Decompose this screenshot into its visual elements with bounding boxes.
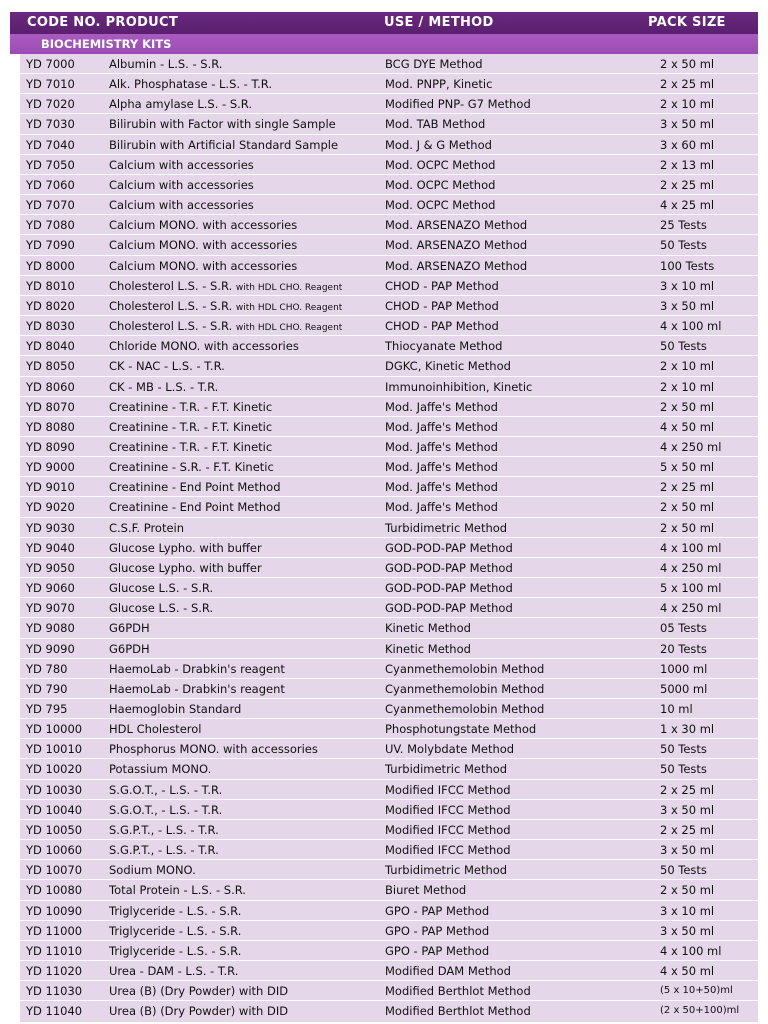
table-row: [20, 780, 758, 800]
pack-size: 20 Tests: [660, 641, 707, 656]
table-row: [20, 397, 758, 417]
table-row: [20, 497, 758, 517]
product-code: YD 7060: [26, 177, 75, 192]
pack-size: 5000 ml: [660, 681, 708, 696]
method: Modified PNP- G7 Method: [385, 97, 531, 112]
pack-size: 4 x 50 ml: [660, 419, 715, 434]
product-name: Creatinine - S.R. - F.T. Kinetic: [109, 460, 274, 475]
section-title: BIOCHEMISTRY KITS: [41, 37, 172, 51]
pack-size: 4 x 100 ml: [660, 943, 722, 958]
method: BCG DYE Method: [385, 57, 483, 71]
product-name: Albumin - L.S. - S.R.: [109, 57, 223, 71]
product-name-cell: [109, 158, 389, 172]
method: Biuret Method: [385, 883, 467, 898]
product-code: YD 8090: [26, 439, 75, 454]
product-code: YD 8030: [26, 319, 75, 334]
table-row: [20, 659, 758, 679]
table-row: [20, 941, 758, 961]
product-name-cell: [109, 924, 389, 938]
product-name-cell: [109, 662, 389, 676]
product-code: YD 11000: [26, 923, 83, 938]
header-code-product: CODE NO. PRODUCT: [27, 15, 179, 30]
product-code: YD 7040: [26, 137, 75, 152]
method: Mod. Jaffe's Method: [385, 480, 498, 495]
product-code: YD 9030: [26, 520, 75, 535]
method: Kinetic Method: [385, 641, 471, 656]
product-code: YD 10010: [26, 742, 83, 757]
product-name-cell: [109, 863, 389, 877]
product-code: YD 9050: [26, 560, 75, 575]
table-row: [20, 155, 758, 175]
pack-size: 2 x 10 ml: [660, 359, 715, 374]
table-header: [10, 12, 758, 34]
product-code: YD 10090: [26, 903, 83, 918]
pack-size: 10 ml: [660, 702, 693, 716]
method: GOD-POD-PAP Method: [385, 581, 513, 596]
method: CHOD - PAP Method: [385, 278, 499, 293]
pack-size: (5 x 10+50)ml: [660, 985, 733, 997]
product-code: YD 7050: [26, 157, 75, 172]
product-name-cell: [109, 762, 389, 776]
product-code: YD 7000: [26, 57, 75, 71]
product-name: Glucose Lypho. with buffer: [109, 560, 262, 575]
product-name-cell: [109, 480, 389, 494]
table-row: [20, 54, 758, 74]
product-code: YD 7080: [26, 218, 75, 233]
product-code: YD 8020: [26, 298, 75, 313]
product-name: CK - NAC - L.S. - T.R.: [109, 359, 225, 374]
pack-size: 4 x 250 ml: [660, 439, 722, 454]
pack-size: 3 x 10 ml: [660, 903, 715, 918]
table-row: [20, 578, 758, 598]
product-name: C.S.F. Protein: [109, 520, 185, 535]
table-row: [20, 558, 758, 578]
table-row: [20, 759, 758, 779]
method: Mod. J & G Method: [385, 137, 492, 152]
product-code: YD 7070: [26, 198, 75, 213]
product-name-cell: [109, 339, 389, 353]
method: Turbidimetric Method: [385, 520, 508, 535]
method: Kinetic Method: [385, 621, 471, 636]
table-row: [20, 739, 758, 759]
method: Mod. Jaffe's Method: [385, 439, 498, 454]
pack-size: 2 x 10 ml: [660, 379, 715, 394]
pack-size: (2 x 50+100)ml: [660, 1005, 740, 1017]
product-name-cell: [109, 440, 389, 454]
product-code: YD 795: [26, 702, 68, 716]
table-row: [20, 94, 758, 114]
product-name-cell: [109, 621, 389, 635]
method: GOD-POD-PAP Method: [385, 601, 513, 616]
product-name: Alk. Phosphatase - L.S. - T.R.: [109, 77, 273, 92]
product-name: Calcium with accessories: [109, 198, 254, 213]
pack-size: 100 Tests: [660, 258, 715, 273]
method: Mod. ARSENAZO Method: [385, 218, 528, 233]
product-name: Cholesterol L.S. - S.R.: [109, 278, 233, 293]
pack-size: 3 x 50 ml: [660, 843, 715, 858]
product-code: YD 8070: [26, 399, 75, 414]
product-name-cell: [109, 259, 389, 273]
product-name-cell: [109, 138, 389, 152]
table-row: [20, 135, 758, 155]
table-row: [20, 195, 758, 215]
pack-size: 50 Tests: [660, 762, 707, 777]
product-name: S.G.P.T., - L.S. - T.R.: [109, 843, 219, 858]
product-name: Creatinine - T.R. - F.T. Kinetic: [109, 399, 273, 414]
pack-size: 2 x 25 ml: [660, 480, 715, 495]
method: Mod. OCPC Method: [385, 198, 496, 213]
table-row: [20, 336, 758, 356]
product-name-cell: [109, 823, 389, 837]
table-row: [20, 820, 758, 840]
product-name: Creatinine - T.R. - F.T. Kinetic: [109, 419, 273, 434]
pack-size: 4 x 250 ml: [660, 560, 722, 575]
product-name: Calcium MONO. with accessories: [109, 238, 298, 253]
product-name-cell: [109, 783, 389, 797]
product-code: YD 9010: [26, 480, 75, 495]
method: Modified IFCC Method: [385, 802, 511, 817]
product-name: Creatinine - End Point Method: [109, 500, 281, 515]
product-name-cell: [109, 702, 389, 716]
product-code: YD 11010: [26, 943, 83, 958]
method: GPO - PAP Method: [385, 923, 490, 938]
method: Turbidimetric Method: [385, 863, 508, 878]
method: Turbidimetric Method: [385, 762, 508, 777]
table-row: [20, 316, 758, 336]
pack-size: 50 Tests: [660, 238, 707, 253]
product-name: HaemoLab - Drabkin's reagent: [109, 661, 285, 676]
table-row: [20, 477, 758, 497]
method: Mod. Jaffe's Method: [385, 419, 498, 434]
product-code: YD 11020: [26, 964, 83, 979]
method: GPO - PAP Method: [385, 943, 490, 958]
product-code: YD 7030: [26, 117, 75, 132]
product-name: S.G.O.T., - L.S. - T.R.: [109, 782, 223, 797]
table-row: [20, 356, 758, 376]
product-code: YD 8010: [26, 278, 75, 293]
product-code: YD 9060: [26, 581, 75, 596]
product-name-cell: [109, 460, 389, 474]
method: Cyanmethemolobin Method: [385, 702, 545, 716]
product-name: Triglyceride - L.S. - S.R.: [109, 903, 242, 918]
product-name: Glucose Lypho. with buffer: [109, 540, 262, 555]
product-name-cell: [109, 178, 389, 192]
product-name: Total Protein - L.S. - S.R.: [109, 883, 246, 898]
pack-size: 5 x 50 ml: [660, 460, 715, 475]
method: Mod. ARSENAZO Method: [385, 238, 528, 253]
product-name-cell: [109, 400, 389, 414]
product-name-cell: [109, 601, 389, 615]
pack-size: 2 x 10 ml: [660, 97, 715, 112]
product-name-cell: [109, 279, 389, 293]
product-code: YD 780: [26, 661, 68, 676]
product-code: YD 9000: [26, 460, 75, 475]
table-row: [20, 699, 758, 719]
table-row: [20, 114, 758, 134]
method: Mod. Jaffe's Method: [385, 460, 498, 475]
product-name-cell: [109, 944, 389, 958]
pack-size: 2 x 25 ml: [660, 77, 715, 92]
pack-size: 1 x 30 ml: [660, 722, 715, 737]
table-row: [20, 880, 758, 900]
product-code: YD 9040: [26, 540, 75, 555]
table-row: [20, 639, 758, 659]
product-name: CK - MB - L.S. - T.R.: [109, 379, 219, 394]
product-name: Creatinine - T.R. - F.T. Kinetic: [109, 439, 273, 454]
product-name-cell: [109, 57, 389, 71]
method: Immunoinhibition, Kinetic: [385, 379, 533, 394]
method: Modified DAM Method: [385, 964, 511, 979]
table-row: [20, 457, 758, 477]
product-name-cell: [109, 117, 389, 131]
pack-size: 3 x 10 ml: [660, 278, 715, 293]
table-row: [20, 618, 758, 638]
method: Cyanmethemolobin Method: [385, 661, 545, 676]
product-name-cell: [109, 521, 389, 535]
product-code: YD 9080: [26, 621, 75, 636]
pack-size: 4 x 100 ml: [660, 319, 722, 334]
method: Modified Berthlot Method: [385, 1004, 531, 1019]
product-name: HDL Cholesterol: [109, 722, 202, 737]
product-name: G6PDH: [109, 621, 150, 636]
table-row: [20, 921, 758, 941]
product-name: Alpha amylase L.S. - S.R.: [109, 97, 253, 112]
product-name: Chloride MONO. with accessories: [109, 339, 299, 354]
product-name-cell: [109, 97, 389, 111]
table-row: [20, 235, 758, 255]
method: Mod. Jaffe's Method: [385, 399, 498, 414]
product-code: YD 9070: [26, 601, 75, 616]
product-name-cell: [109, 904, 389, 918]
pack-size: 3 x 60 ml: [660, 137, 715, 152]
product-code: YD 10000: [26, 722, 83, 737]
method: Mod. PNPP, Kinetic: [385, 77, 493, 92]
pack-size: 25 Tests: [660, 218, 707, 233]
pack-size: 2 x 50 ml: [660, 57, 715, 71]
product-code: YD 8050: [26, 359, 75, 374]
product-subtext: with HDL CHO. Reagent: [235, 323, 343, 334]
product-name-cell: [109, 299, 389, 313]
product-code: YD 8000: [26, 258, 75, 273]
product-name: Glucose L.S. - S.R.: [109, 581, 214, 596]
product-name-cell: [109, 561, 389, 575]
product-name: Triglyceride - L.S. - S.R.: [109, 923, 242, 938]
pack-size: 50 Tests: [660, 339, 707, 354]
method: DGKC, Kinetic Method: [385, 359, 511, 374]
method: Modified Berthlot Method: [385, 984, 531, 999]
pack-size: 05 Tests: [660, 621, 707, 636]
table-row: [20, 538, 758, 558]
product-code: YD 11030: [26, 984, 83, 999]
product-code: YD 8080: [26, 419, 75, 434]
product-code: YD 10080: [26, 883, 83, 898]
product-name: Potassium MONO.: [109, 762, 212, 777]
pack-size: 3 x 50 ml: [660, 802, 715, 817]
product-code: YD 10060: [26, 843, 83, 858]
pack-size: 2 x 25 ml: [660, 822, 715, 837]
product-name-cell: [109, 722, 389, 736]
method: CHOD - PAP Method: [385, 319, 499, 334]
table-row: [20, 276, 758, 296]
method: Mod. OCPC Method: [385, 157, 496, 172]
product-name-cell: [109, 541, 389, 555]
table-row: [20, 1001, 758, 1021]
product-code: YD 7090: [26, 238, 75, 253]
product-code: YD 8060: [26, 379, 75, 394]
product-subtext: with HDL CHO. Reagent: [235, 282, 343, 293]
pack-size: 4 x 250 ml: [660, 601, 722, 616]
product-subtext: with HDL CHO. Reagent: [235, 302, 343, 313]
table-row: [20, 377, 758, 397]
pack-size: 50 Tests: [660, 742, 707, 757]
table-row: [20, 840, 758, 860]
product-code: YD 10030: [26, 782, 83, 797]
product-code: YD 8040: [26, 339, 75, 354]
product-name: Triglyceride - L.S. - S.R.: [109, 943, 242, 958]
product-code: YD 10050: [26, 822, 83, 837]
table-row: [20, 256, 758, 276]
pack-size: 2 x 25 ml: [660, 782, 715, 797]
table-row: [20, 901, 758, 921]
product-name-cell: [109, 319, 389, 333]
product-name-cell: [109, 883, 389, 897]
product-name: Bilirubin with Factor with single Sample: [109, 117, 336, 132]
table-row: [20, 679, 758, 699]
product-name-cell: [109, 500, 389, 514]
table-row: [20, 598, 758, 618]
table-row: [20, 175, 758, 195]
method: CHOD - PAP Method: [385, 298, 499, 313]
header-use-method: USE / METHOD: [384, 15, 494, 30]
product-name: Calcium with accessories: [109, 177, 254, 192]
product-name: Bilirubin with Artificial Standard Sample: [109, 137, 339, 152]
product-name-cell: [109, 238, 389, 252]
product-code: YD 9020: [26, 500, 75, 515]
pack-size: 2 x 50 ml: [660, 883, 715, 898]
product-name-cell: [109, 218, 389, 232]
method: Mod. Jaffe's Method: [385, 500, 498, 515]
method: Mod. OCPC Method: [385, 177, 496, 192]
table-row: [20, 417, 758, 437]
pack-size: 50 Tests: [660, 863, 707, 878]
header-pack-size: PACK SIZE: [648, 15, 726, 30]
product-name: S.G.O.T., - L.S. - T.R.: [109, 802, 223, 817]
product-name: Phosphorus MONO. with accessories: [109, 742, 318, 757]
method: Thiocyanate Method: [385, 339, 503, 354]
product-name-cell: [109, 380, 389, 394]
product-code: YD 10020: [26, 762, 83, 777]
table-row: [20, 296, 758, 316]
method: Modified IFCC Method: [385, 843, 511, 858]
table-row: [20, 981, 758, 1001]
product-name: Calcium with accessories: [109, 157, 254, 172]
product-code: YD 10070: [26, 863, 83, 878]
table-row: [20, 215, 758, 235]
pack-size: 3 x 50 ml: [660, 923, 715, 938]
product-name-cell: [109, 359, 389, 373]
product-name: Urea (B) (Dry Powder) with DID: [109, 1004, 289, 1019]
method: Mod. ARSENAZO Method: [385, 258, 528, 273]
product-name: Cholesterol L.S. - S.R.: [109, 319, 233, 334]
method: Modified IFCC Method: [385, 782, 511, 797]
product-name: Calcium MONO. with accessories: [109, 258, 298, 273]
pack-size: 5 x 100 ml: [660, 581, 722, 596]
pack-size: 3 x 50 ml: [660, 298, 715, 313]
method: Mod. TAB Method: [385, 117, 486, 132]
product-code: YD 790: [26, 681, 68, 696]
table-row: [20, 800, 758, 820]
product-name-cell: [109, 1004, 389, 1018]
product-name-cell: [109, 198, 389, 212]
product-name: Cholesterol L.S. - S.R.: [109, 298, 233, 313]
table-row: [20, 437, 758, 457]
method: GOD-POD-PAP Method: [385, 560, 513, 575]
product-name-cell: [109, 843, 389, 857]
product-name: Glucose L.S. - S.R.: [109, 601, 214, 616]
product-name: G6PDH: [109, 641, 150, 656]
method: Phosphotungstate Method: [385, 722, 537, 737]
product-name: Creatinine - End Point Method: [109, 480, 281, 495]
product-name-cell: [109, 742, 389, 756]
product-code: YD 11040: [26, 1004, 83, 1019]
pack-size: 2 x 50 ml: [660, 520, 715, 535]
table-row: [20, 74, 758, 94]
product-name: HaemoLab - Drabkin's reagent: [109, 681, 285, 696]
pack-size: 4 x 50 ml: [660, 964, 715, 979]
product-name: Sodium MONO.: [109, 863, 196, 878]
product-name-cell: [109, 642, 389, 656]
method: UV. Molybdate Method: [385, 742, 515, 757]
method: GOD-POD-PAP Method: [385, 540, 513, 555]
product-name-cell: [109, 581, 389, 595]
pack-size: 1000 ml: [660, 661, 708, 676]
product-name-cell: [109, 803, 389, 817]
pack-size: 2 x 25 ml: [660, 177, 715, 192]
product-name: Haemoglobin Standard: [109, 702, 242, 716]
product-name-cell: [109, 964, 389, 978]
product-code: YD 7010: [26, 77, 75, 92]
product-name-cell: [109, 984, 389, 998]
pack-size: 4 x 25 ml: [660, 198, 715, 213]
product-name-cell: [109, 682, 389, 696]
product-code: YD 9090: [26, 641, 75, 656]
pack-size: 2 x 50 ml: [660, 399, 715, 414]
product-table: [20, 54, 758, 1022]
table-row: [20, 961, 758, 981]
product-code: YD 7020: [26, 97, 75, 112]
pack-size: 4 x 100 ml: [660, 540, 722, 555]
method: Cyanmethemolobin Method: [385, 681, 545, 696]
pack-size: 3 x 50 ml: [660, 117, 715, 132]
table-row: [20, 719, 758, 739]
method: Modified IFCC Method: [385, 822, 511, 837]
product-name-cell: [109, 420, 389, 434]
product-code: YD 10040: [26, 802, 83, 817]
product-name: S.G.P.T., - L.S. - T.R.: [109, 822, 219, 837]
table-row: [20, 860, 758, 880]
table-row: [20, 518, 758, 538]
pack-size: 2 x 50 ml: [660, 500, 715, 515]
pack-size: 2 x 13 ml: [660, 157, 715, 172]
product-name: Calcium MONO. with accessories: [109, 218, 298, 233]
method: GPO - PAP Method: [385, 903, 490, 918]
product-name-cell: [109, 77, 389, 91]
section-header: [10, 34, 758, 54]
product-name: Urea (B) (Dry Powder) with DID: [109, 984, 289, 999]
product-name: Urea - DAM - L.S. - T.R.: [109, 964, 239, 979]
